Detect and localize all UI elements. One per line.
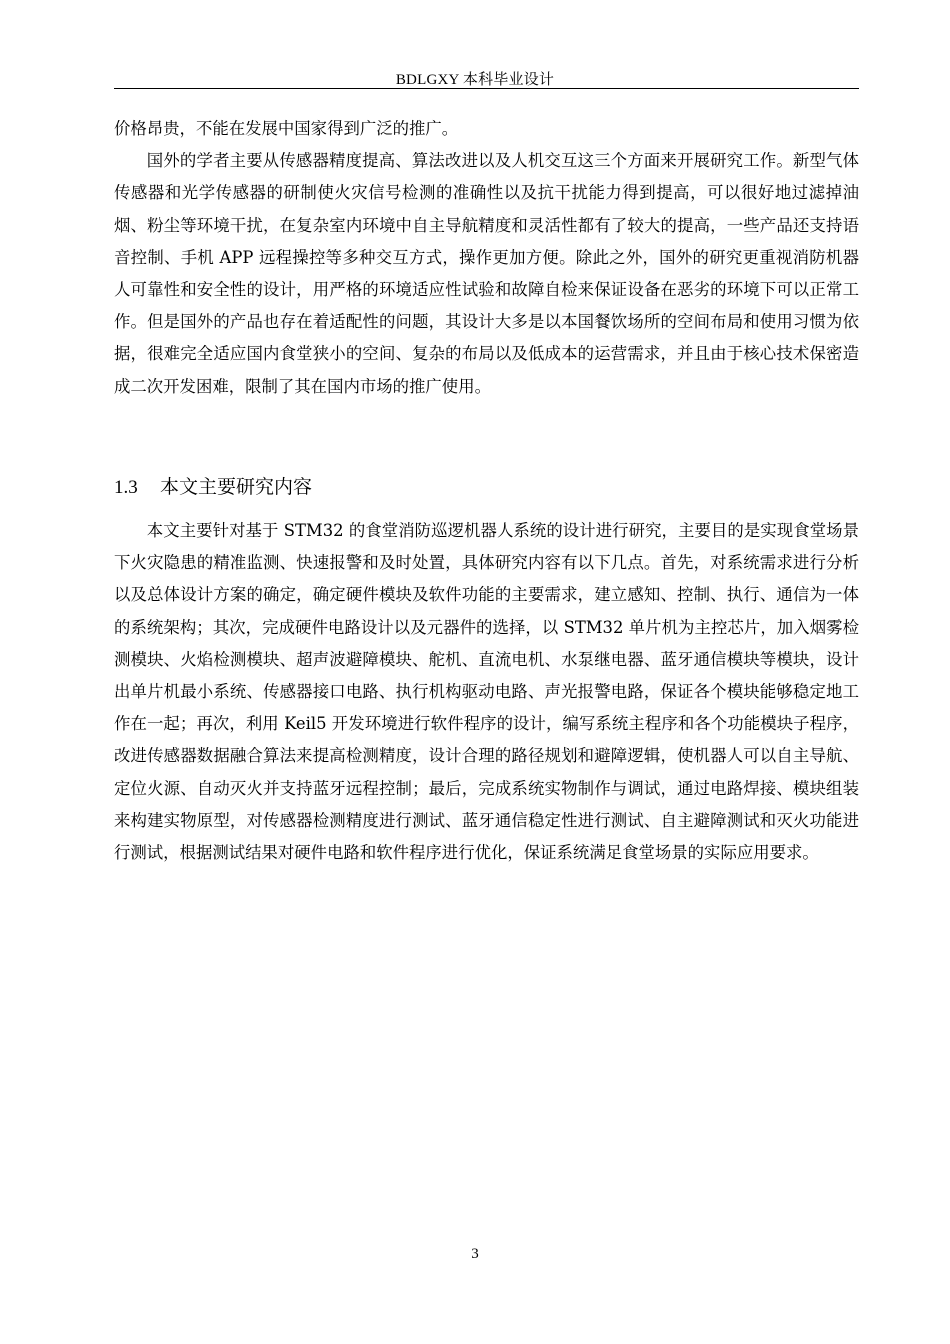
running-header: BDLGXY 本科毕业设计 — [395, 72, 555, 88]
header-divider — [114, 88, 859, 89]
section-title: 本文主要研究内容 — [160, 476, 313, 498]
foreign-research-paragraph: 国外的学者主要从传感器精度提高、算法改进以及人机交互这三个方面来开展研究工作。新型气体传感器和光学传感器的研制使火灾信号检测的准确性以及抗干扰能力得到提高，可以很好地过滤掉油烟、粉尘等环境干扰，在复杂室内环境中自主导航精度和灵活性都有了较大的提高，一些产品还支持语音控制、手机 APP 远程操控等多种交互方式，操作更加方便。除此之外，国外的研究更重视消防机器人可靠性和安全性的设计，用严格的环境适应性试验和故障自检来保证设备在恶劣的环境下可以正常工作。但是国外的产品也存在着适配性的问题，其设计大多是以本国餐饮场所的空间布局和使用习惯为依据，很难完全适应国内食堂狭小的空间、复杂的布局以及低成本的运营需求，并且由于核心技术保密造成二次开发困难，限制了其在国内市场的推广使用。 — [114, 151, 859, 396]
section-number: 1.3 — [114, 477, 138, 498]
prior-section-text — [114, 113, 859, 403]
section-body — [114, 515, 859, 869]
section-heading — [114, 472, 312, 503]
continued-paragraph: 价格昂贵，不能在发展中国家得到广泛的推广。 — [114, 119, 459, 138]
research-content-paragraph: 本文主要针对基于 STM32 的食堂消防巡逻机器人系统的设计进行研究，主要目的是实现食堂场景下火灾隐患的精准监测、快速报警和及时处置，具体研究内容有以下几点。首先，对系统需求进行分析以及总体设计方案的确定，确定硬件模块及软件功能的主要需求，建立感知、控制、执行、通信为一体的系统架构；其次，完成硬件电路设计以及元器件的选择，以 STM32 单片机为主控芯片，加入烟雾检测模块、火焰检测模块、超声波避障模块、舵机、直流电机、水泵继电器、蓝牙通信模块等模块，设计出单片机最小系统、传感器接口电路、执行机构驱动电路、声光报警电路，保证各个模块能够稳定地工作在一起；再次，利用 Keil5 开发环境进行软件程序的设计，编写系统主程序和各个功能模块子程序，改进传感器数据融合算法来提高检测精度，设计合理的路径规划和避障逻辑，使机器人可以自主导航、定位火源、自动灭火并支持蓝牙远程控制；最后，完成系统实物制作与调试，通过电路焊接、模块组装来构建实物原型，对传感器检测精度进行测试、蓝牙通信稳定性进行测试、自主避障测试和灭火功能进行测试，根据测试结果对硬件电路和软件程序进行优化，保证系统满足食堂场景的实际应用要求。 — [114, 521, 859, 863]
page-number: 3 — [471, 1246, 479, 1262]
